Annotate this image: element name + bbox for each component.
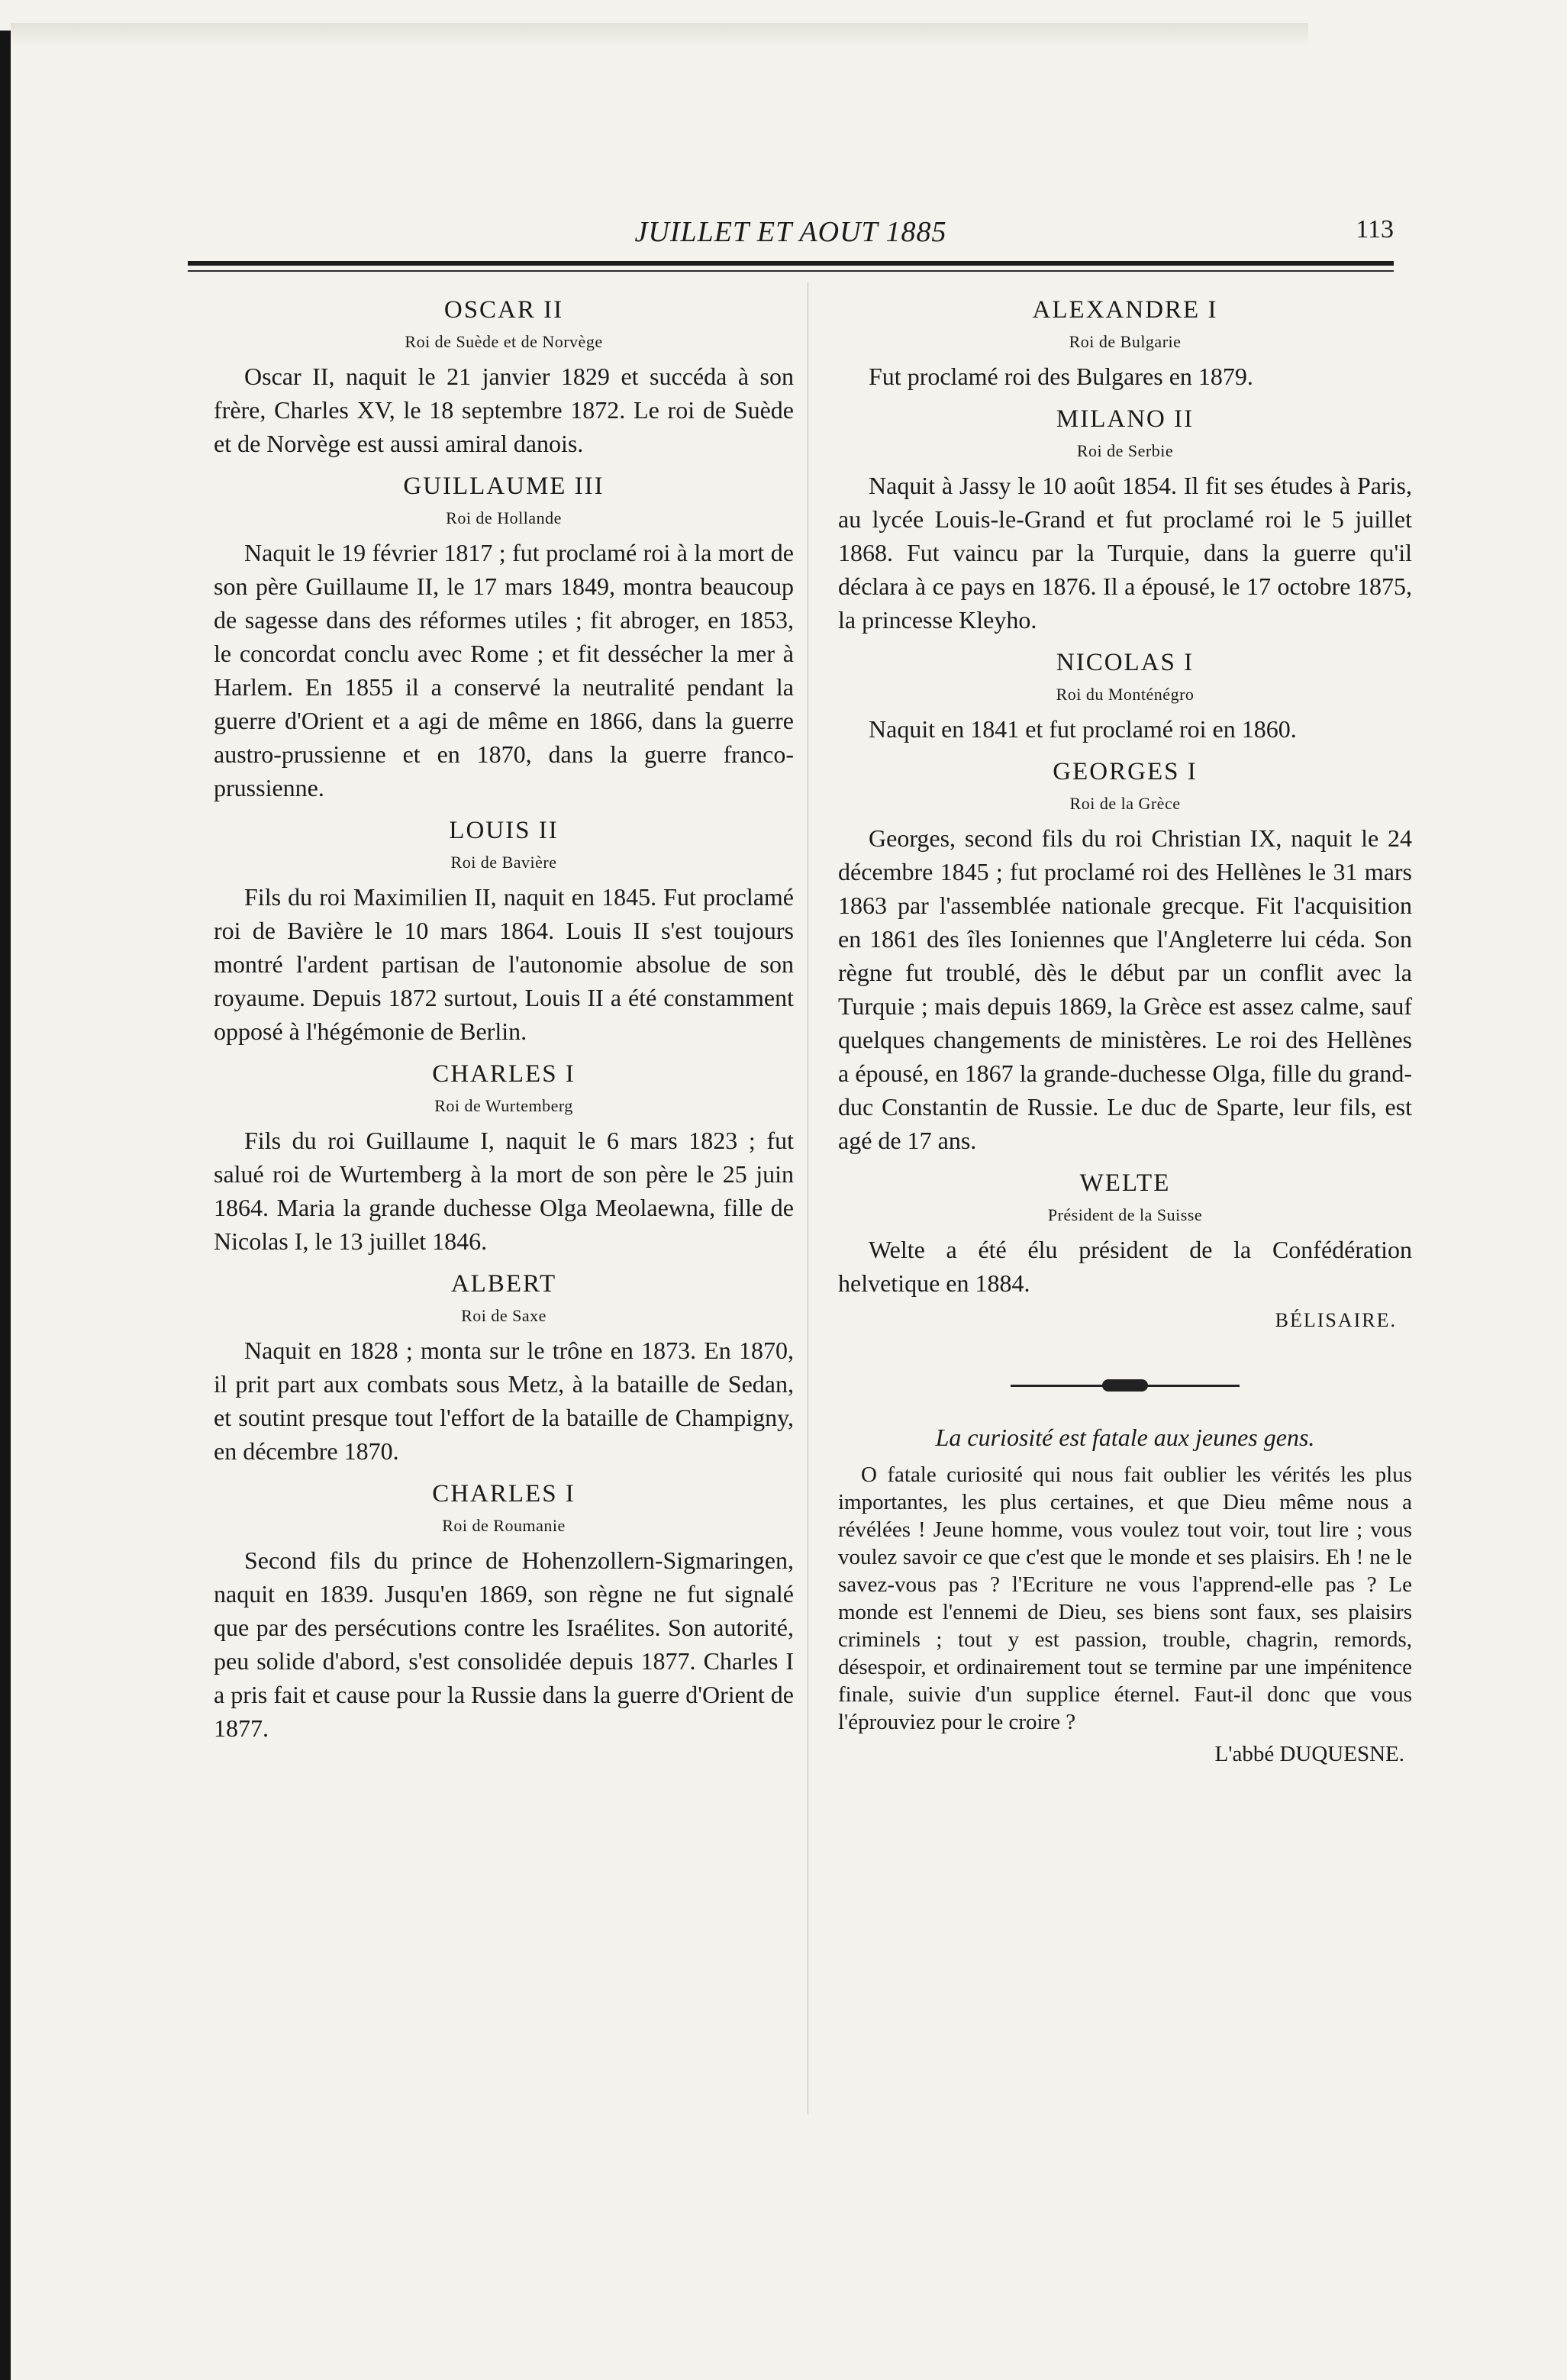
entry-text: Naquit en 1828 ; monta sur le trône en 1873. En 1870, il prit part aux combats sous Metz, à la bataille de Sedan, et soutint presque tout l'effort de la bataille de Champigny, en décembre 1870. xyxy=(214,1337,794,1465)
entry-name: CHARLES I xyxy=(432,1060,576,1088)
entry-name: MILANO II xyxy=(1056,405,1195,433)
entry-welte xyxy=(838,1169,1412,1300)
entry-text: Naquit le 19 février 1817 ; fut proclamé roi à la mort de son père Guillaume II, le 17 mars 1849, montra beaucoup de sagesse dans des réformes utiles ; fit abroger, en 1853, le concordat conclu avec Rome ; et fit dessécher la mer à Harlem. En 1855 il a conservé la neutralité pendant la guerre d'Orient et a agi de même en 1866, dans la guerre austro-prussienne et en 1870, dans la guerre franco-prussienne. xyxy=(214,539,794,801)
entry-role: Roi de Suède et de Norvège xyxy=(405,332,603,351)
entry-name: ALEXANDRE I xyxy=(1032,296,1218,324)
entry-role: Roi de Wurtemberg xyxy=(434,1096,573,1115)
entry-role: Roi de Bulgarie xyxy=(1069,332,1182,351)
header-rule-thick xyxy=(188,261,1394,266)
entry-milano xyxy=(838,405,1412,637)
entry-text: Georges, second fils du roi Christian IX, naquit le 24 décembre 1845 ; fut proclamé roi des Hellènes le 31 mars 1863 par l'assemblée nationale grecque. Fit l'acquisition en 1861 des îles Ioniennes que l'Angleterre lui céda. Son règne fut troublé, dès le début par un conflit avec la Turquie ; mais depuis 1869, la Grèce est assez calme, sauf quelques changements de ministères. Le roi des Hellènes a épousé, en 1867 la grande-duchesse Olga, fille du grand-duc Constantin de Russie. Le duc de Sparte, leur fils, est agé de 17 ans. xyxy=(838,824,1412,1154)
ornament-knot xyxy=(1102,1379,1148,1392)
entry-name: NICOLAS I xyxy=(1056,649,1195,676)
left-column xyxy=(214,284,794,1745)
entry-role: Roi de Hollande xyxy=(446,508,562,527)
entry-role: Roi de la Grèce xyxy=(1069,794,1181,813)
entry-alexandre xyxy=(838,296,1412,393)
story-title: La curiosité est fatale aux jeunes gens. xyxy=(935,1424,1315,1451)
header-rule-thin xyxy=(188,270,1394,272)
section-ornament xyxy=(1011,1378,1240,1393)
entry-text: Naquit en 1841 et fut proclamé roi en 1860. xyxy=(869,715,1297,743)
entry-louis xyxy=(214,817,794,1048)
entry-nicolas xyxy=(838,649,1412,746)
entry-role: Président de la Suisse xyxy=(1047,1205,1203,1224)
entry-text: Fils du roi Maximilien II, naquit en 1845. Fut proclamé roi de Bavière le 10 mars 1864. Louis II s'est toujours montré l'ardent partisan de l'autonomie absolue de son royaume. Depuis 1872 surtout, Louis II a été constamment opposé à l'hégémonie de Berlin. xyxy=(214,883,794,1045)
article-signature: BÉLISAIRE. xyxy=(1275,1309,1397,1331)
entry-role: Roi de Serbie xyxy=(1076,441,1174,460)
story-author: L'abbé DUQUESNE. xyxy=(1214,1742,1404,1766)
running-title: JUILLET ET AOUT 1885 xyxy=(634,216,947,248)
binding-edge xyxy=(0,31,11,2380)
entry-role: Roi de Bavière xyxy=(450,853,557,872)
page-header xyxy=(188,215,1394,253)
story-text: O fatale curiosité qui nous fait oublier les vérités les plus importantes, les plus certaines, et que Dieu même nous a révélées ! Jeune homme, vous voulez tout voir, tout lire ; vous voulez savoir ce que c'est que le monde et ses plaisirs. Eh ! ne le savez-vous pas ? l'Ecriture ne vous l'apprend-elle pas ? Le monde est l'ennemi de Dieu, ses biens sont faux, ses plaisirs criminels ; tout y est passion, trouble, chagrin, remords, désespoir, et ordinairement tout se termine par une impénitence finale, suivie d'un supplice éternel. Faut-il donc que vous l'éprouviez pour le croire ? xyxy=(838,1463,1412,1734)
entry-text: Fut proclamé roi des Bulgares en 1879. xyxy=(869,363,1253,390)
entry-role: Roi de Saxe xyxy=(461,1306,547,1325)
right-column xyxy=(838,284,1412,1767)
entry-name: WELTE xyxy=(1079,1169,1171,1197)
entry-georges xyxy=(838,758,1412,1157)
entry-name: OSCAR II xyxy=(443,296,564,324)
scan-shadow xyxy=(11,23,1308,46)
entry-charles-roumanie xyxy=(214,1480,794,1745)
entry-text: Fils du roi Guillaume I, naquit le 6 mars 1823 ; fut salué roi de Wurtemberg à la mort de son père le 25 juin 1864. Maria la grande duchesse Olga Meolaewna, fille de Nicolas I, le 13 juillet 1846. xyxy=(214,1127,794,1255)
entry-name: ALBERT xyxy=(450,1270,557,1298)
entry-name: GUILLAUME III xyxy=(403,472,605,500)
entry-guillaume xyxy=(214,472,794,805)
entry-name: CHARLES I xyxy=(432,1480,576,1508)
entry-name: GEORGES I xyxy=(1053,758,1198,785)
entry-text: Second fils du prince de Hohenzollern-Sigmaringen, naquit en 1839. Jusqu'en 1869, son règne ne fut signalé que par des persécutions contre les Israélites. Son autorité, peu solide d'abord, s'est consolidée depuis 1877. Charles I a pris fait et cause pour la Russie dans la guerre d'Orient de 1877. xyxy=(214,1546,794,1742)
entry-name: LOUIS II xyxy=(449,817,559,844)
entry-oscar xyxy=(214,296,794,460)
entry-text: Welte a été élu président de la Confédération helvetique en 1884. xyxy=(838,1236,1412,1297)
entry-text: Naquit à Jassy le 10 août 1854. Il fit ses études à Paris, au lycée Louis-le-Grand et fut proclamé roi le 5 juillet 1868. Fut vaincu par la Turquie, dans la guerre qu'il déclara à ce pays en 1876. Il a épousé, le 17 octobre 1875, la princesse Kleyho. xyxy=(838,472,1412,634)
entry-role: Roi du Monténégro xyxy=(1056,685,1195,704)
entry-charles-wurtemberg xyxy=(214,1060,794,1258)
entry-text: Oscar II, naquit le 21 janvier 1829 et succéda à son frère, Charles XV, le 18 septembre 1872. Le roi de Suède et de Norvège est aussi amiral danois. xyxy=(214,363,794,457)
entry-albert xyxy=(214,1270,794,1468)
story-block xyxy=(838,1424,1412,1767)
entry-role: Roi de Roumanie xyxy=(442,1516,566,1535)
page-number: 113 xyxy=(1356,215,1394,243)
